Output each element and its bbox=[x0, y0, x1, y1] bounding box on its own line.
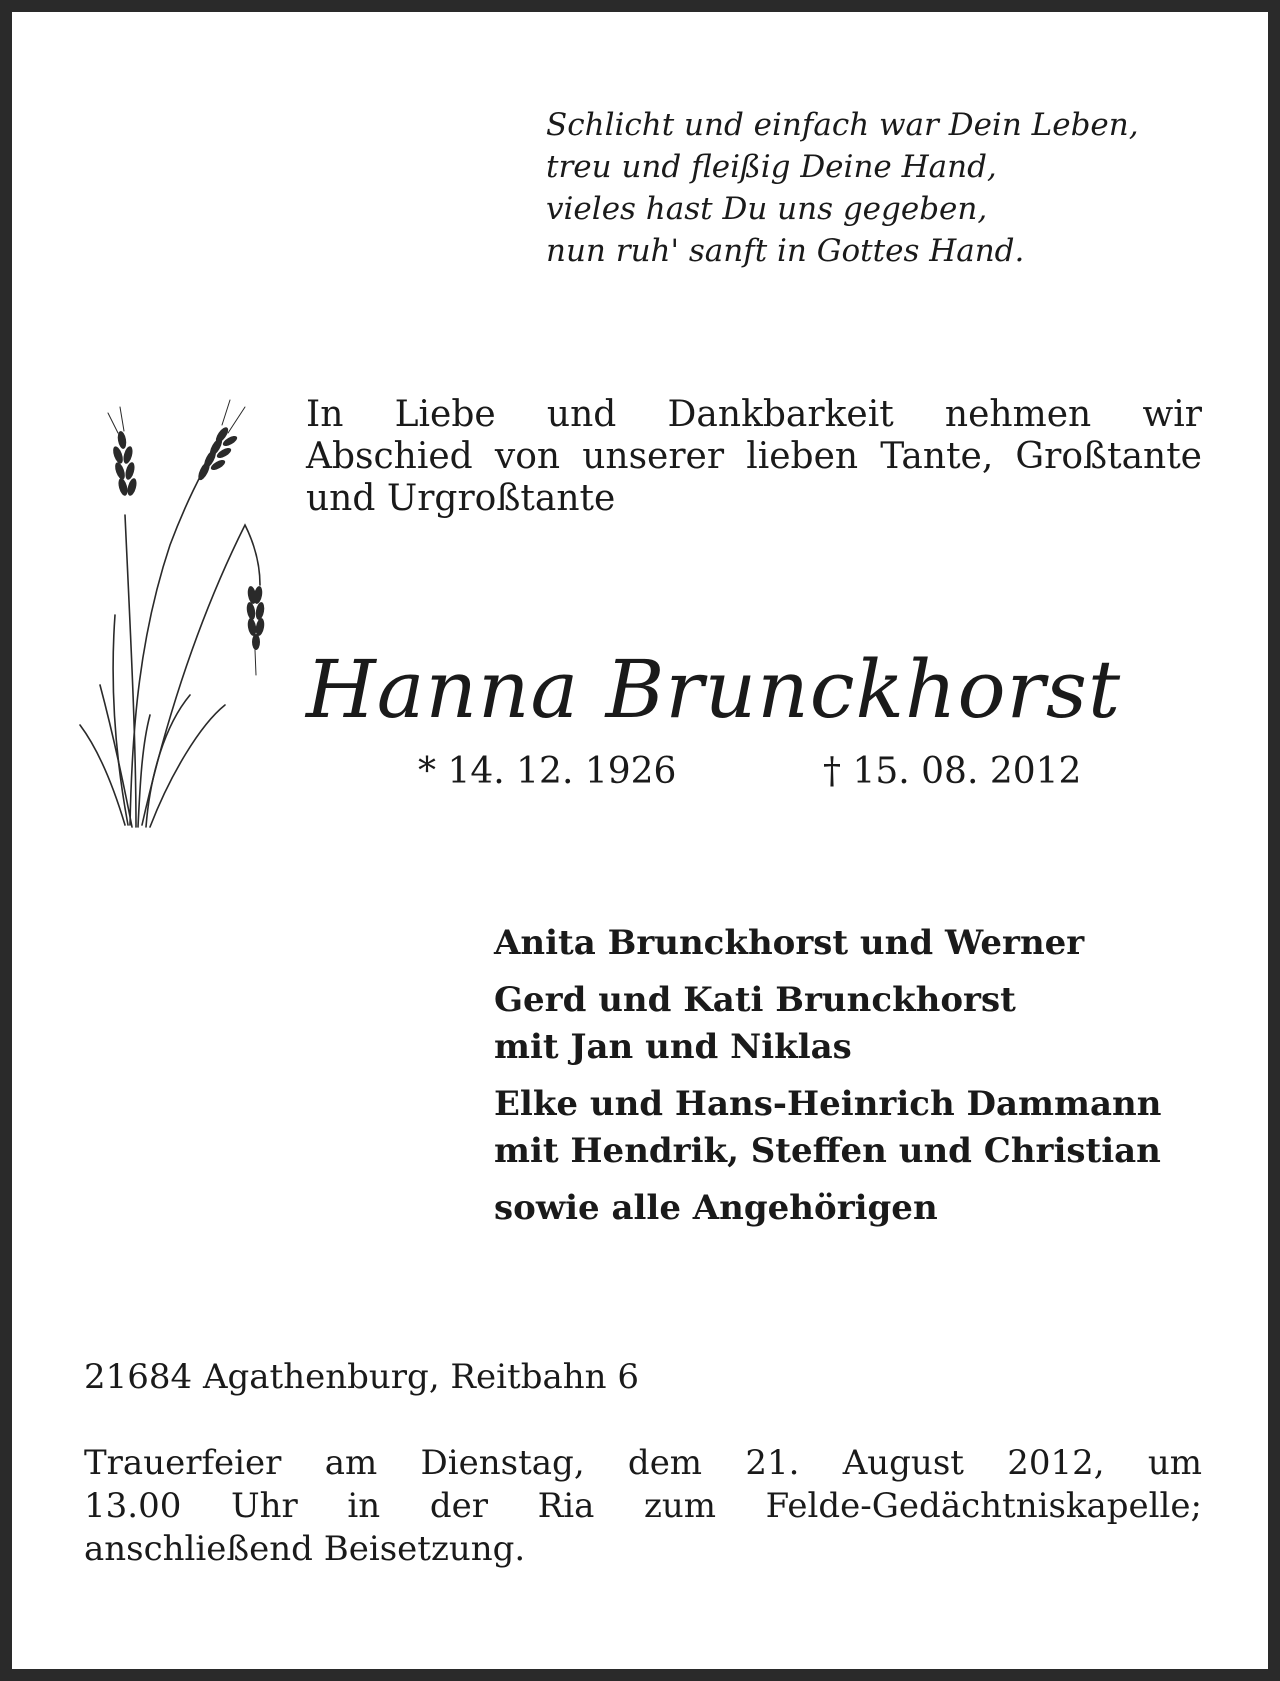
mourner-line: mit Hendrik, Steffen und Christian bbox=[494, 1131, 1161, 1171]
poem-line: nun ruh' sanft in Gottes Hand. bbox=[546, 233, 1025, 269]
service-line: anschließend Beisetzung. bbox=[84, 1529, 526, 1569]
mourner-line: Anita Brunckhorst und Werner bbox=[494, 923, 1085, 963]
poem-line: Schlicht und einfach war Dein Leben, bbox=[546, 107, 1139, 143]
intro-line: Abschied von unserer lieben Tante, Großtante bbox=[306, 436, 1202, 477]
mourner-group bbox=[494, 920, 1234, 967]
death-date: † 15. 08. 2012 bbox=[823, 751, 1082, 792]
intro-line: In Liebe und Dankbarkeit nehmen wir bbox=[306, 394, 1202, 435]
address: 21684 Agathenburg, Reitbahn 6 bbox=[84, 1357, 639, 1397]
intro-line: und Urgroßtante bbox=[306, 478, 616, 519]
wheat-ears-icon bbox=[70, 395, 280, 835]
mourner-group bbox=[494, 977, 1234, 1071]
poem bbox=[546, 104, 1226, 272]
mourner-group bbox=[494, 1081, 1234, 1175]
service-info bbox=[84, 1442, 1202, 1571]
poem-line: vieles hast Du uns gegeben, bbox=[546, 191, 988, 227]
intro-text bbox=[306, 394, 1202, 520]
birth-date: * 14. 12. 1926 bbox=[418, 751, 677, 792]
service-line: Trauerfeier am Dienstag, dem 21. August 2012, um bbox=[84, 1443, 1202, 1483]
mourner-line: Gerd und Kati Brunckhorst bbox=[494, 980, 1016, 1020]
mourner-line: Elke und Hans-Heinrich Dammann bbox=[494, 1084, 1162, 1124]
mourner-line: sowie alle Angehörigen bbox=[494, 1188, 938, 1228]
mourner-group bbox=[494, 1185, 1234, 1232]
poem-line: treu und fleißig Deine Hand, bbox=[546, 149, 997, 185]
service-line: 13.00 Uhr in der Ria zum Felde-Gedächtniskapelle; bbox=[84, 1486, 1202, 1526]
mourner-line: mit Jan und Niklas bbox=[494, 1027, 852, 1067]
deceased-name: Hanna Brunckhorst bbox=[306, 643, 1122, 736]
mourners-list bbox=[494, 920, 1234, 1242]
